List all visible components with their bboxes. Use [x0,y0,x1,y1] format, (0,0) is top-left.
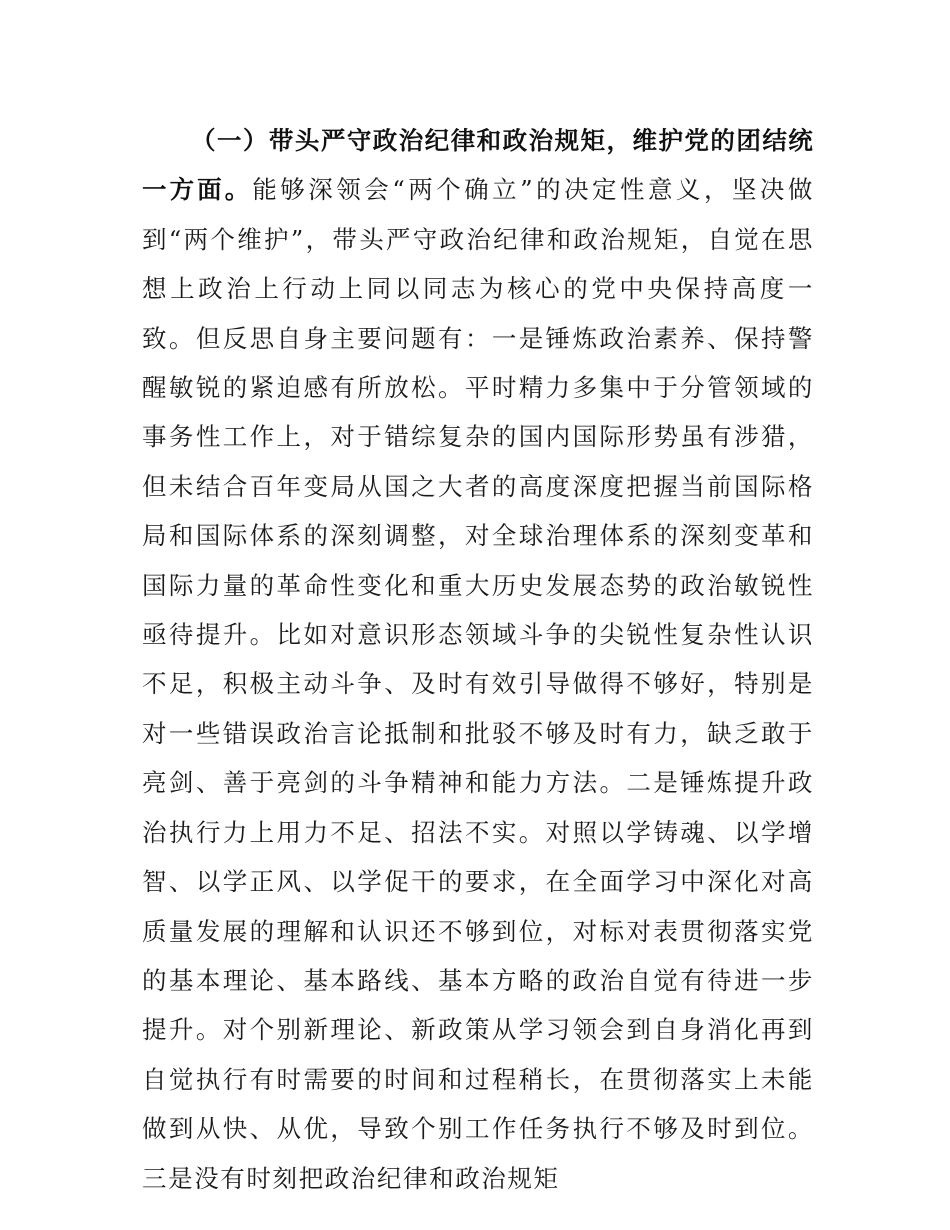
section-body: 能够深领会“两个确立”的决定性意义，坚决做到“两个维护”，带头严守政治纪律和政治规矩，自觉在思想上政治上行动上同以同志为核心的党中央保持高度一致。但反思自身主要问题有：一是锤炼政治素养、保持警醒敏锐的紧迫感有所放松。平时精力多集中于分管领域的事务性工作上，对于错综复杂的国内国际形势虽有涉猎，但未结合百年变局从国之大者的高度深度把握当前国际格局和国际体系的深刻调整，对全球治理体系的深刻变革和国际力量的革命性变化和重大历史发展态势的政治敏锐性亟待提升。比如对意识形态领域斗争的尖锐性复杂性认识不足，积极主动斗争、及时有效引导做得不够好，特别是对一些错误政治言论抵制和批驳不够及时有力，缺乏敢于亮剑、善于亮剑的斗争精神和能力方法。二是锤炼提升政治执行力上用力不足、招法不实。对照以学铸魂、以学增智、以学正风、以学促干的要求，在全面学习中深化对高质量发展的理解和认识还不够到位，对标对表贯彻落实党的基本理论、基本路线、基本方略的政治自觉有待进一步提升。对个别新理论、新政策从学习领会到自身消化再到自觉执行有时需要的时间和过程稍长，在贯彻落实上未能做到从快、从优，导致个别工作任务执行不够及时到位。三是没有时刻把政治纪律和政治规矩 [142,175,814,1193]
section-heading: （一）带头严守政治纪律和政治规矩，维护党的团结统一方面。 [142,126,814,205]
section-paragraph [142,116,814,1203]
